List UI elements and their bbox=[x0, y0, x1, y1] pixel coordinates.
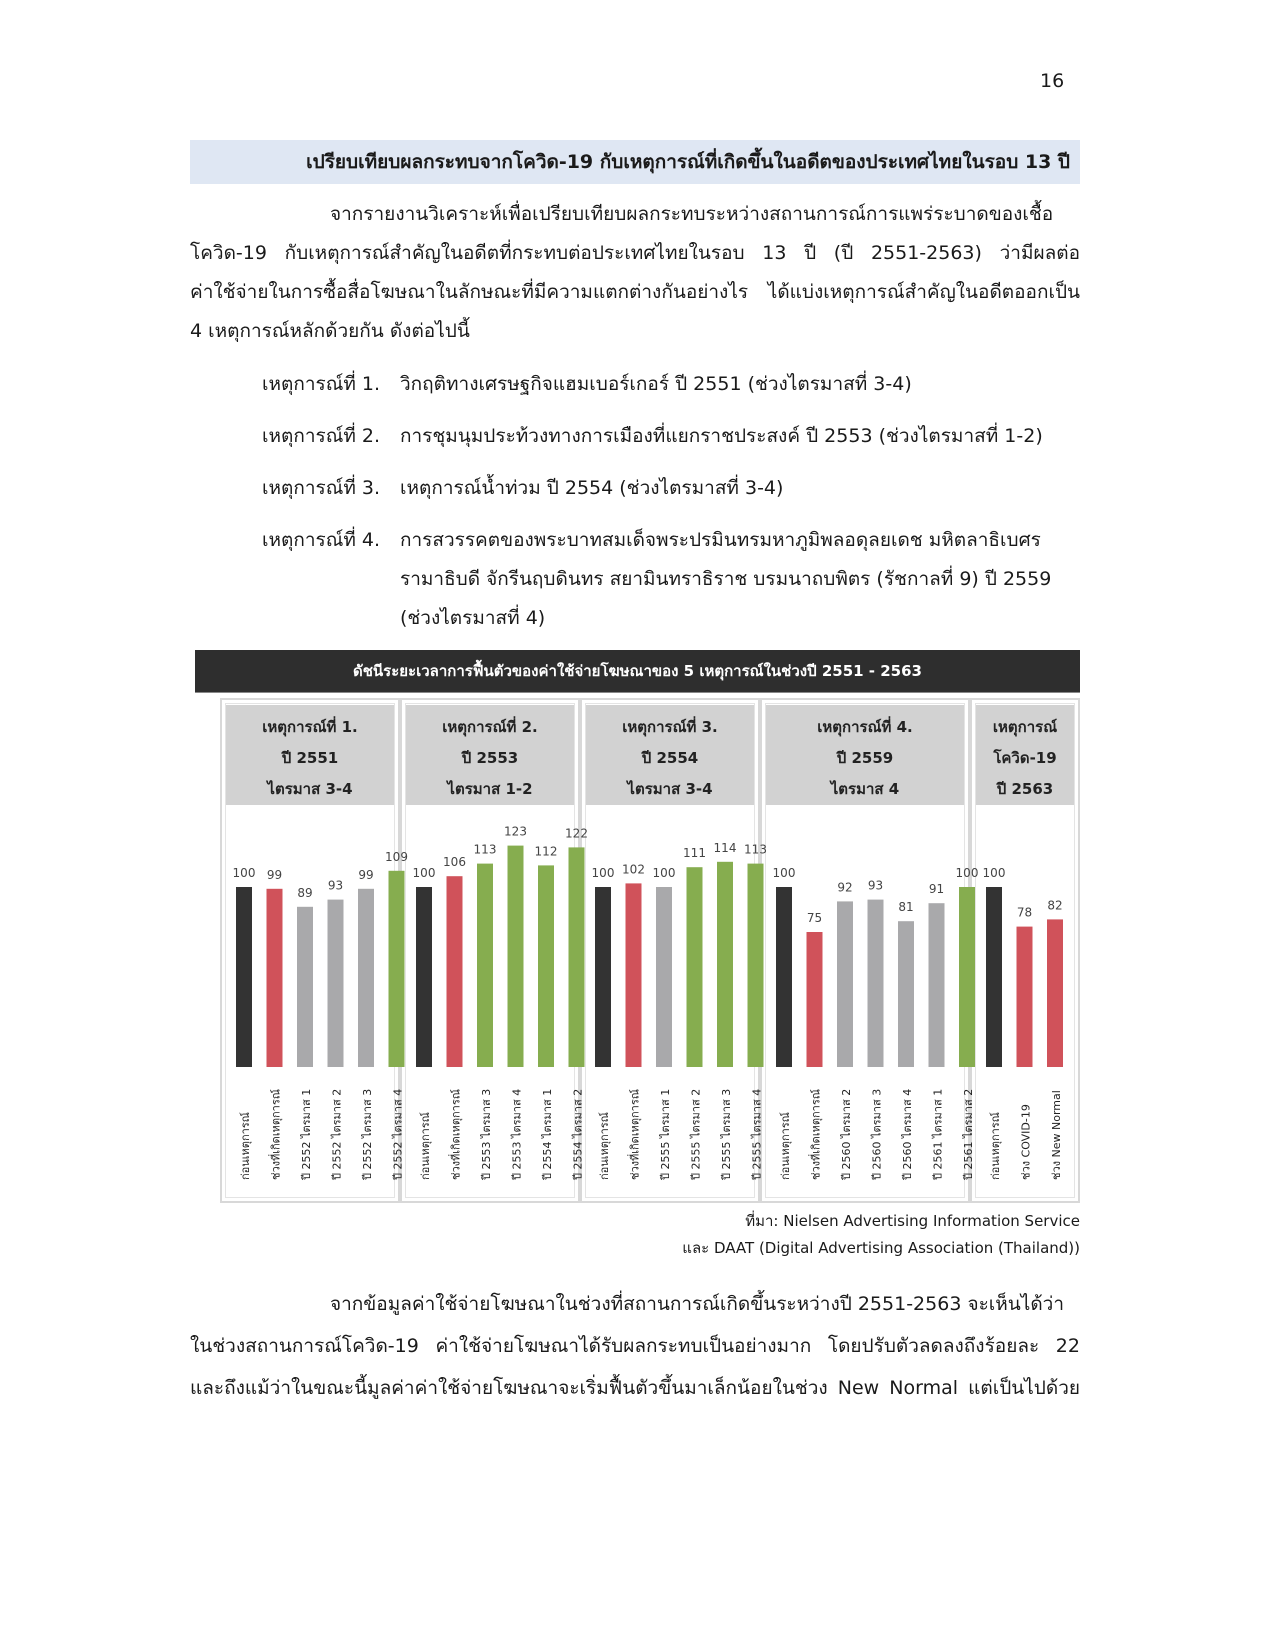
event-text-3: เหตุการณ์น้ำท่วม ปี 2554 (ช่วงไตรมาสที่ 3-4) bbox=[400, 477, 784, 499]
bar-group4-7 bbox=[959, 887, 975, 1067]
bar-group2-5 bbox=[538, 865, 554, 1067]
category-tick-label: ช่วง New Normal bbox=[1050, 1090, 1063, 1180]
event-text-4b: รามาธิบดี จักรีนฤบดินทร สยามินทราธิราช บรมนาถบพิตร (รัชกาลที่ 9) ปี 2559 bbox=[400, 568, 1052, 590]
category-tick-label: ปี 2555 ไตรมาส 1 bbox=[659, 1088, 672, 1180]
bar-value-label: 100 bbox=[955, 866, 979, 880]
group-header-event-3-line-2: ปี 2554 bbox=[641, 749, 699, 767]
category-tick-label: ช่วง COVID-19 bbox=[1019, 1104, 1033, 1180]
group-header-event-4-line-1: เหตุการณ์ที่ 4. bbox=[817, 718, 913, 736]
category-tick-label: ช่วงที่เกิดเหตุการณ์ bbox=[269, 1089, 283, 1180]
bar-group4-4 bbox=[868, 900, 884, 1067]
category-tick-label: ปี 2554 ไตรมาส 2 bbox=[571, 1088, 585, 1180]
event-text-4c: (ช่วงไตรมาสที่ 4) bbox=[400, 607, 546, 629]
category-tick-label: ก่อนเหตุการณ์ bbox=[419, 1112, 432, 1180]
bar-value-label: 111 bbox=[683, 846, 706, 861]
source-line-2: และ DAAT (Digital Advertising Association (Thailand)) bbox=[682, 1239, 1080, 1257]
category-tick-label: ปี 2560 ไตรมาส 4 bbox=[901, 1088, 914, 1180]
group-header-event-1-line-1: เหตุการณ์ที่ 1. bbox=[262, 718, 358, 736]
bar-group5-3 bbox=[1047, 919, 1063, 1067]
intro-line-3: ค่าใช้จ่ายในการซื้อสื่อโฆษณาในลักษณะที่มีความแตกต่างกันอย่างไร ได้แบ่งเหตุการณ์สำคัญในอดีตออกเป็น bbox=[190, 281, 1080, 303]
conclusion-line-3: และถึงแม้ว่าในขณะนี้มูลค่าค่าใช้จ่ายโฆษณาจะเริ่มฟื้นตัวขึ้นมาเล็กน้อยในช่วง New Normal แต่เป็นไปด้วย bbox=[190, 1377, 1080, 1399]
bar-group1-1 bbox=[236, 887, 252, 1067]
event-label-4: เหตุการณ์ที่ 4. bbox=[262, 529, 381, 551]
group-header-covid-line-3: ปี 2563 bbox=[996, 780, 1054, 798]
intro-line-1: จากรายงานวิเคราะห์เพื่อเปรียบเทียบผลกระทบระหว่างสถานการณ์การแพร่ระบาดของเชื้อ bbox=[330, 203, 1054, 225]
section-heading: เปรียบเทียบผลกระทบจากโควิด-19 กับเหตุการณ์ที่เกิดขึ้นในอดีตของประเทศไทยในรอบ 13 ปี bbox=[190, 140, 1080, 184]
bar-value-label: 112 bbox=[534, 844, 558, 859]
group-header-event-1-line-2: ปี 2551 bbox=[281, 749, 339, 767]
bar-group4-5 bbox=[898, 921, 914, 1067]
bar-value-label: 81 bbox=[898, 900, 914, 915]
category-tick-label: ก่อนเหตุการณ์ bbox=[989, 1112, 1002, 1180]
bar-group3-5 bbox=[717, 862, 733, 1067]
category-tick-label: ปี 2552 ไตรมาส 2 bbox=[330, 1088, 344, 1180]
bar-group3-6 bbox=[748, 864, 764, 1067]
bar-value-label: 100 bbox=[232, 866, 256, 880]
bar-group2-6 bbox=[569, 847, 585, 1067]
event-text-4a: การสวรรคตของพระบาทสมเด็จพระปรมินทรมหาภูมิพลอดุลยเดช มหิตลาธิเบศร bbox=[400, 529, 1041, 551]
category-tick-label: ปี 2552 ไตรมาส 1 bbox=[300, 1088, 313, 1180]
category-tick-label: ปี 2552 ไตรมาส 4 bbox=[391, 1088, 405, 1180]
bar-value-label: 100 bbox=[412, 866, 436, 880]
category-tick-label: ปี 2554 ไตรมาส 1 bbox=[541, 1088, 554, 1180]
category-tick-label: ปี 2560 ไตรมาส 2 bbox=[840, 1088, 853, 1180]
bar-value-label: 100 bbox=[772, 866, 796, 880]
category-tick-label: ช่วงที่เกิดเหตุการณ์ bbox=[628, 1089, 642, 1180]
bar-group1-3 bbox=[297, 907, 313, 1067]
bar-group1-4 bbox=[328, 900, 344, 1067]
bar-value-label: 106 bbox=[443, 855, 466, 870]
bar-group4-2 bbox=[807, 932, 823, 1067]
bar-value-label: 75 bbox=[806, 911, 823, 925]
bar-value-label: 93 bbox=[867, 878, 884, 893]
category-tick-label: ปี 2553 ไตรมาส 3 bbox=[480, 1088, 493, 1180]
bar-value-label: 78 bbox=[1016, 905, 1033, 920]
group-header-covid-line-1: เหตุการณ์ bbox=[992, 718, 1058, 736]
bar-value-label: 113 bbox=[473, 842, 497, 857]
intro-line-4: 4 เหตุการณ์หลักด้วยกัน ดังต่อไปนี้ bbox=[190, 320, 470, 342]
group-header-event-4-line-2: ปี 2559 bbox=[836, 749, 894, 767]
bar-value-label: 92 bbox=[837, 880, 853, 895]
chart-title: ดัชนีระยะเวลาการฟื้นตัวของค่าใช้จ่ายโฆษณาของ 5 เหตุการณ์ในช่วงปี 2551 - 2563 bbox=[195, 650, 1080, 693]
bar-value-label: 109 bbox=[385, 849, 408, 864]
bar-value-label: 102 bbox=[622, 862, 645, 877]
bar-value-label: 113 bbox=[744, 842, 767, 857]
category-tick-label: ช่วงที่เกิดเหตุการณ์ bbox=[449, 1089, 463, 1180]
category-tick-label: ช่วงที่เกิดเหตุการณ์ bbox=[809, 1089, 823, 1180]
page-number: 16 bbox=[1040, 70, 1065, 92]
category-tick-label: ปี 2555 ไตรมาส 4 bbox=[750, 1088, 764, 1180]
category-tick-label: ก่อนเหตุการณ์ bbox=[779, 1112, 792, 1180]
intro-line-2: โควิด-19 กับเหตุการณ์สำคัญในอดีตที่กระทบต่อประเทศไทยในรอบ 13 ปี (ปี 2551-2563) ว่ามีผลต่อ bbox=[190, 242, 1080, 264]
bar-group4-1 bbox=[776, 887, 792, 1067]
bar-value-label: 89 bbox=[297, 885, 313, 900]
bar-group1-6 bbox=[389, 871, 405, 1067]
bar-value-label: 123 bbox=[504, 824, 527, 839]
category-tick-label: ปี 2561 ไตรมาส 1 bbox=[931, 1088, 945, 1180]
group-header-event-3-line-3: ไตรมาส 3-4 bbox=[627, 780, 713, 798]
bar-group1-2 bbox=[267, 889, 283, 1067]
bar-value-label: 82 bbox=[1047, 898, 1063, 913]
bar-value-label: 100 bbox=[982, 866, 1006, 880]
conclusion-line-1: จากข้อมูลค่าใช้จ่ายโฆษณาในช่วงที่สถานการณ์เกิดขึ้นระหว่างปี 2551-2563 จะเห็นได้ว่า bbox=[330, 1293, 1065, 1315]
bar-group4-6 bbox=[929, 903, 945, 1067]
category-tick-label: ปี 2553 ไตรมาส 4 bbox=[510, 1088, 524, 1180]
bar-group4-3 bbox=[837, 901, 853, 1067]
bar-value-label: 93 bbox=[327, 878, 344, 893]
bar-group3-1 bbox=[595, 887, 611, 1067]
bar-value-label: 122 bbox=[565, 826, 588, 841]
source-line-1: ที่มา: Nielsen Advertising Information Service bbox=[745, 1212, 1080, 1230]
group-header-event-2-line-1: เหตุการณ์ที่ 2. bbox=[442, 718, 538, 736]
event-label-3: เหตุการณ์ที่ 3. bbox=[262, 477, 381, 499]
bar-group3-4 bbox=[687, 867, 703, 1067]
bar-group3-3 bbox=[656, 887, 672, 1067]
category-tick-label: ปี 2561 ไตรมาส 2 bbox=[962, 1088, 975, 1180]
bar-group2-2 bbox=[447, 876, 463, 1067]
bar-value-label: 99 bbox=[266, 867, 283, 882]
group-header-event-3-line-1: เหตุการณ์ที่ 3. bbox=[622, 718, 718, 736]
category-tick-label: ปี 2552 ไตรมาส 3 bbox=[361, 1088, 374, 1180]
bar-group5-2 bbox=[1017, 927, 1033, 1067]
event-text-1: วิกฤติทางเศรษฐกิจแฮมเบอร์เกอร์ ปี 2551 (ช่วงไตรมาสที่ 3-4) bbox=[400, 373, 912, 395]
bar-value-label: 100 bbox=[591, 866, 615, 880]
category-tick-label: ก่อนเหตุการณ์ bbox=[239, 1112, 252, 1180]
bar-value-label: 114 bbox=[713, 840, 737, 855]
category-tick-label: ปี 2555 ไตรมาส 2 bbox=[689, 1088, 703, 1180]
category-tick-label: ปี 2555 ไตรมาส 3 bbox=[720, 1088, 733, 1180]
event-label-1: เหตุการณ์ที่ 1. bbox=[262, 373, 381, 395]
bar-group2-1 bbox=[416, 887, 432, 1067]
event-text-2: การชุมนุมประท้วงทางการเมืองที่แยกราชประสงค์ ปี 2553 (ช่วงไตรมาสที่ 1-2) bbox=[400, 425, 1043, 447]
bar-group2-4 bbox=[508, 846, 524, 1067]
bar-group1-5 bbox=[358, 889, 374, 1067]
category-tick-label: ก่อนเหตุการณ์ bbox=[598, 1112, 611, 1180]
bar-value-label: 99 bbox=[358, 867, 374, 882]
group-header-event-2-line-3: ไตรมาส 1-2 bbox=[447, 780, 533, 798]
bar-value-label: 91 bbox=[928, 882, 945, 897]
conclusion-line-2: ในช่วงสถานการณ์โควิด-19 ค่าใช้จ่ายโฆษณาได้รับผลกระทบเป็นอย่างมาก โดยปรับตัวลดลงถึงร้อยละ 22 bbox=[190, 1335, 1080, 1357]
event-label-2: เหตุการณ์ที่ 2. bbox=[262, 425, 381, 447]
group-header-event-2-line-2: ปี 2553 bbox=[461, 749, 519, 767]
bar-group3-2 bbox=[626, 883, 642, 1067]
category-tick-label: ปี 2560 ไตรมาส 3 bbox=[870, 1088, 884, 1180]
bar-value-label: 100 bbox=[652, 866, 676, 880]
group-header-event-1-line-3: ไตรมาส 3-4 bbox=[267, 780, 353, 798]
group-header-event-4-line-3: ไตรมาส 4 bbox=[830, 780, 900, 798]
group-header-covid-line-2: โควิด-19 bbox=[993, 749, 1057, 767]
bar-group2-3 bbox=[477, 864, 493, 1067]
bar-group5-1 bbox=[986, 887, 1002, 1067]
